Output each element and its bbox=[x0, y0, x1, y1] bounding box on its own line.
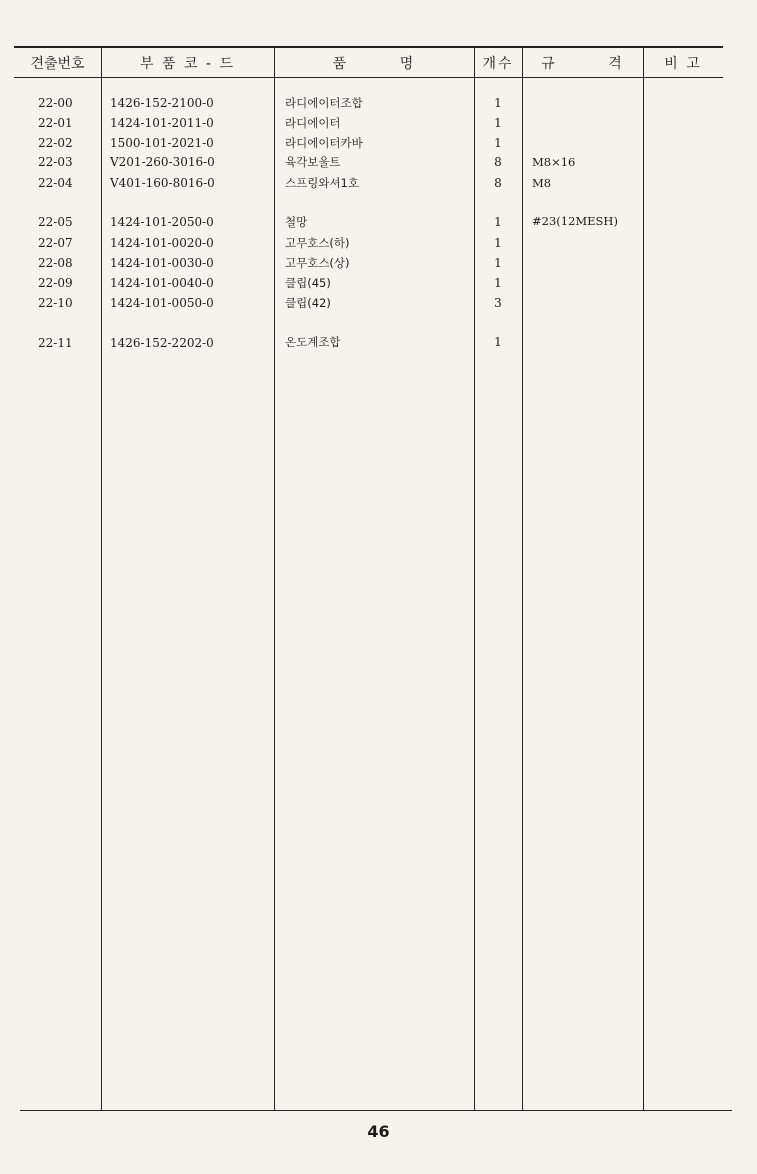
row-part-code: 1500-101-2021-0 bbox=[110, 136, 214, 150]
row-part-code: 1426-152-2100-0 bbox=[110, 96, 214, 110]
row-part-code: 1424-101-0030-0 bbox=[110, 256, 214, 270]
row-part-name: 스프링와셔1호 bbox=[285, 176, 359, 190]
row-part-number: 22-01 bbox=[38, 116, 73, 130]
row-part-name: 고무호스(상) bbox=[285, 256, 350, 270]
header-quantity: 개수 bbox=[482, 56, 514, 72]
row-part-number: 22-04 bbox=[38, 176, 73, 190]
row-part-name: 육각보울트 bbox=[285, 155, 341, 169]
column-divider bbox=[274, 46, 275, 1110]
header-part-name: 품 명 bbox=[332, 56, 416, 72]
row-part-code: 1426-152-2202-0 bbox=[110, 336, 214, 350]
row-specification: #23(12MESH) bbox=[532, 214, 618, 228]
table-top-rule bbox=[14, 46, 723, 48]
row-part-code: V401-160-8016-0 bbox=[110, 176, 215, 190]
header-specification: 규 격 bbox=[541, 56, 624, 72]
row-part-number: 22-07 bbox=[38, 236, 73, 250]
row-quantity: 3 bbox=[494, 296, 502, 310]
row-part-name: 클립(45) bbox=[285, 276, 331, 290]
row-quantity: 1 bbox=[494, 116, 502, 130]
table-bottom-rule bbox=[20, 1110, 732, 1111]
header-bottom-rule bbox=[14, 77, 723, 78]
row-quantity: 1 bbox=[494, 276, 502, 290]
row-part-number: 22-03 bbox=[38, 155, 73, 169]
row-part-code: 1424-101-0050-0 bbox=[110, 296, 214, 310]
row-quantity: 1 bbox=[494, 136, 502, 150]
row-quantity: 8 bbox=[494, 176, 502, 190]
row-part-number: 22-02 bbox=[38, 136, 73, 150]
row-part-name: 클립(42) bbox=[285, 296, 331, 310]
row-part-name: 고무호스(하) bbox=[285, 236, 350, 250]
column-divider bbox=[522, 46, 523, 1110]
row-part-number: 22-00 bbox=[38, 96, 73, 110]
row-part-code: V201-260-3016-0 bbox=[110, 155, 215, 169]
row-quantity: 1 bbox=[494, 236, 502, 250]
column-divider bbox=[474, 46, 475, 1110]
row-part-code: 1424-101-0020-0 bbox=[110, 236, 214, 250]
row-part-number: 22-10 bbox=[38, 296, 73, 310]
row-quantity: 1 bbox=[494, 215, 502, 229]
row-part-name: 라디에이터조합 bbox=[285, 96, 363, 110]
row-part-name: 라디에이터카바 bbox=[285, 136, 363, 150]
row-part-name: 라디에이터 bbox=[285, 116, 341, 130]
row-quantity: 8 bbox=[494, 155, 502, 169]
row-part-code: 1424-101-2050-0 bbox=[110, 215, 214, 229]
header-remarks: 비 고 bbox=[664, 56, 702, 72]
header-part-code: 부 품 코 - 드 bbox=[140, 56, 235, 72]
header-part-number: 견출번호 bbox=[30, 56, 85, 72]
row-part-number: 22-08 bbox=[38, 256, 73, 270]
row-part-number: 22-05 bbox=[38, 215, 73, 229]
row-quantity: 1 bbox=[494, 335, 502, 349]
row-part-name: 철망 bbox=[285, 215, 308, 229]
page-number: 46 bbox=[367, 1122, 390, 1141]
row-part-code: 1424-101-2011-0 bbox=[110, 116, 214, 130]
row-specification: M8 bbox=[532, 176, 552, 190]
column-divider bbox=[643, 46, 644, 1110]
row-part-code: 1424-101-0040-0 bbox=[110, 276, 214, 290]
row-quantity: 1 bbox=[494, 96, 502, 110]
column-divider bbox=[101, 46, 102, 1110]
row-part-number: 22-09 bbox=[38, 276, 73, 290]
row-part-name: 온도계조합 bbox=[285, 335, 341, 349]
row-part-number: 22-11 bbox=[38, 336, 73, 350]
row-specification: M8×16 bbox=[532, 155, 576, 169]
row-quantity: 1 bbox=[494, 256, 502, 270]
